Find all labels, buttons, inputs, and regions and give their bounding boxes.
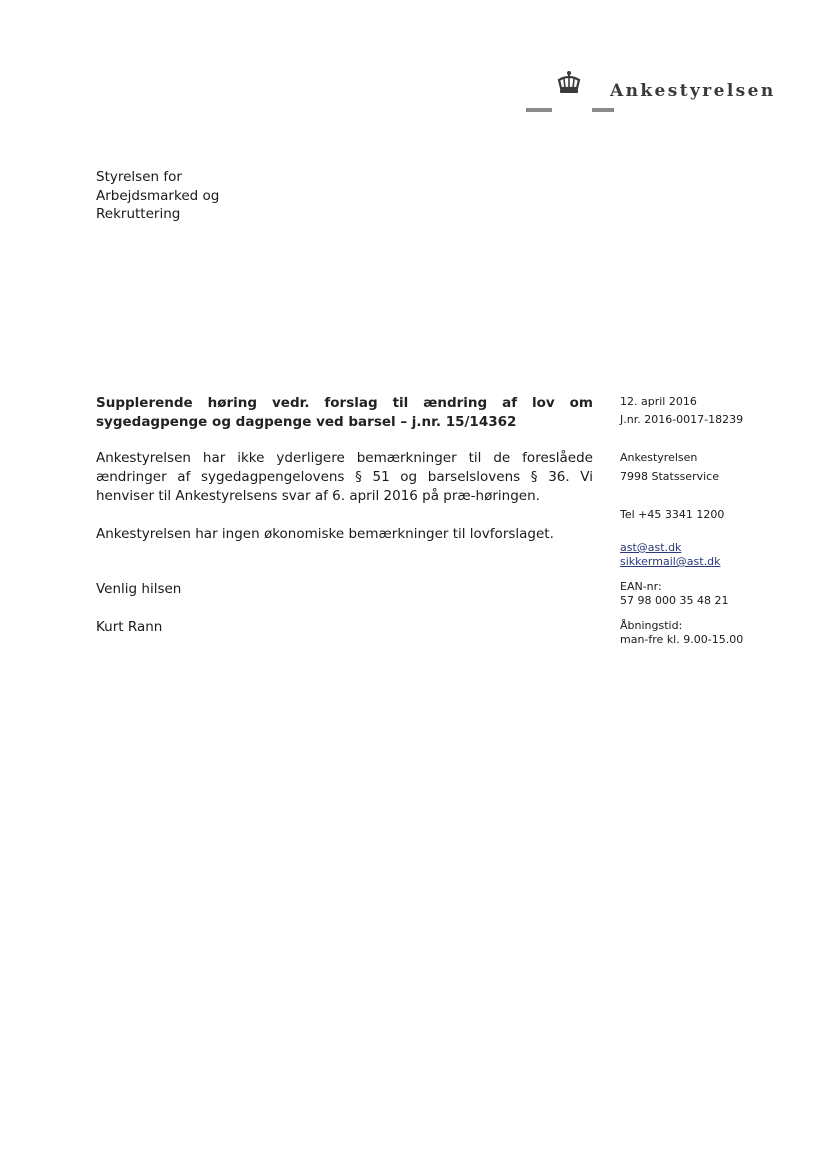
brand-name: Ankestyrelsen: [610, 81, 776, 101]
ean-value: 57 98 000 35 48 21: [620, 594, 729, 607]
hours-value: man-fre kl. 9.00-15.00: [620, 633, 744, 646]
logo-bar-right: [592, 108, 614, 112]
signature-name: Kurt Rann: [96, 619, 163, 635]
letter-paragraph-1: Ankestyrelsen har ikke yderligere bemærkninger til de foreslåede ændringer af sygedagpengelovens § 51 og barselslovens § 36. Vi henviser til Ankestyrelsens svar af 6. april 2016 på præ-høringen.: [96, 450, 593, 504]
logo-bar-left: [526, 108, 552, 112]
secure-email-link[interactable]: sikkermail@ast.dk: [620, 555, 721, 568]
ean-label: EAN-nr:: [620, 580, 662, 593]
recipient-line: Rekruttering: [96, 206, 181, 222]
hours-label: Åbningstid:: [620, 619, 683, 632]
email-link[interactable]: ast@ast.dk: [620, 541, 682, 554]
phone-number: Tel +45 3341 1200: [620, 508, 725, 521]
closing-greeting: Venlig hilsen: [96, 581, 182, 597]
recipient-line: Arbejdsmarked og: [96, 187, 220, 204]
org-address: 7998 Statsservice: [620, 470, 719, 483]
letter-body: [96, 394, 593, 544]
journal-number: J.nr. 2016-0017-18239: [620, 413, 744, 426]
crown-icon: [556, 70, 582, 96]
org-name: Ankestyrelsen: [620, 451, 698, 464]
letterhead-logo: [520, 70, 800, 120]
recipient-address: [96, 168, 219, 224]
letter-paragraph-2: Ankestyrelsen har ingen økonomiske bemærkninger til lovforslaget.: [96, 526, 554, 542]
secure-email-link-container: [620, 554, 720, 569]
recipient-line: Styrelsen for: [96, 169, 182, 185]
letter-date: 12. april 2016: [620, 395, 697, 408]
email-link-container: [620, 540, 681, 555]
letter-title: Supplerende høring vedr. forslag til ændring af lov om sygedagpenge og dagpenge ved barsel – j.nr. 15/14362: [96, 395, 593, 430]
